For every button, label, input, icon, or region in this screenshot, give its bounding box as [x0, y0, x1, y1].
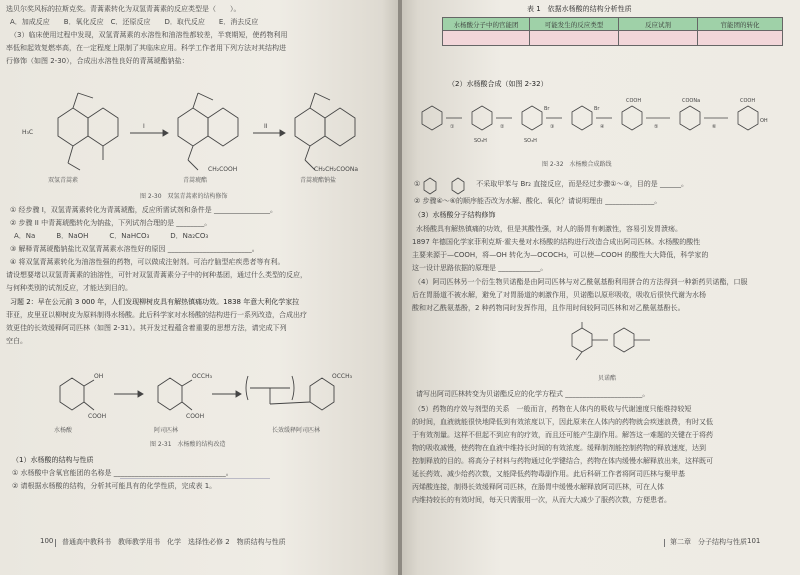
text-line: 水杨酸具有解热镇痛的功效，但是其酸性强，对人的肠胃有刺激性，容易引发胃溃疡。: [416, 225, 682, 233]
molecule-aspirin: [158, 378, 192, 410]
arrow-label: II: [264, 123, 268, 130]
footer-divider: [55, 539, 56, 547]
molecule-salicylic-acid: [60, 378, 94, 410]
table-cell: [619, 31, 698, 46]
figure-2-31: [40, 356, 360, 436]
molecule-artesunate: [178, 93, 238, 170]
step-label: ②: [500, 124, 505, 130]
text-line: 物的吸收减慢，使药物在血液中维持长时间的有效浓度。缓释制剂能控制药物的释放速度，达到: [412, 444, 706, 452]
right-page: [402, 0, 800, 575]
coona-label: COONa: [682, 98, 701, 104]
text-line: 内维持较长的有效时间，每天只需服用一次，从而大大减少了服药次数，方便患者。: [412, 496, 671, 504]
text-line: （4）阿司匹林另一个衍生物贝诺酯是由阿司匹林与对乙酰氨基酚利用拼合的方法得到一种新药贝诺酯，口服: [414, 278, 748, 286]
text-line: 后在胃肠道不被水解，避免了对胃肠道的刺激作用，贝诺酯以原形吸收，吸收后很快代谢为水杨: [412, 291, 706, 299]
footer-divider: [664, 539, 665, 547]
oh-label: OH: [94, 373, 104, 380]
text-line: 丙烯酸连接，制得长效缓释阿司匹林，在肠胃中缓慢水解释放阿司匹林，可在人体: [412, 483, 664, 491]
occh3-label: OCCH₃: [332, 373, 353, 380]
molecule-label: 青蒿琥酯钠盐: [300, 177, 337, 184]
substituent-label: CH₂CH₂COONa: [314, 166, 359, 173]
text-line: 菲亚，皮里亚以柳树皮为原料制得水杨酸。此后科学家对水杨酸的结构进行一系列改造，合成出疗: [6, 311, 307, 319]
exercise-heading: 习题 2：早在公元前 3 000 年，人们发现柳树皮具有解热镇痛功效。1838 年意大利化学家拉: [10, 298, 300, 306]
route-molecules: [422, 106, 758, 130]
table-header-cell: 可能发生的反应类型: [530, 18, 619, 31]
question-line: ① 经步骤 I，双氢青蒿素转化为青蒿琥酯，反应所需试剂和条件是 ________________。: [10, 206, 278, 214]
molecule-label: 双氢青蒿素: [48, 177, 79, 184]
text-line: 于有效剂量。这样不但起不到应有的疗效，而且还可能产生副作用。解答这一难题的关键在于将药: [412, 431, 713, 439]
text-line: 这一设计思路依据的原理是 ____________。: [412, 264, 548, 272]
question-line: ② 步骤④～⑥的顺序能否改为水解、酸化、氧化？请说明理由 ______________。: [414, 197, 662, 205]
table-cell: [698, 31, 783, 46]
molecule-artesunate-sodium: [295, 93, 355, 170]
molecule-label: 贝诺酯: [598, 375, 617, 382]
section-heading: （2）水杨酸合成（如图 2-32）: [448, 80, 548, 88]
text-line: 主要来源于—COOH，将—OH 转化为—OCOCH₃，可以使—COOH 的酸性大大降低，科学家的: [412, 251, 709, 259]
substituent-label: CH₂COOH: [208, 166, 238, 173]
benorilate-structure: [542, 320, 682, 372]
molecule-dihydroartemisinin: [58, 93, 118, 170]
text-line: 与何种类别的试剂反应，才能达到目的。: [6, 284, 132, 292]
oh-label: OH: [760, 118, 768, 124]
text-line: （3）临床使用过程中发现，双氢青蒿素的水溶性和油溶性都较差，半衰期短，使药物利用: [10, 31, 288, 39]
table-header-cell: 水杨酸分子中的官能团: [443, 18, 530, 31]
cooh-label: COOH: [626, 98, 642, 104]
pencil-underline: [120, 478, 270, 479]
question-line: ① 水杨酸中含氧官能团的名称是 ________________________________。: [12, 469, 233, 477]
page-number: 101: [747, 537, 761, 545]
question-line: ② 步骤 II 中青蒿琥酯转化为钠盐，下列试剂合理的是 ________。: [10, 219, 212, 227]
text-line: （5）药物的疗效与剂型的关系 一般而言，药物在人体内的吸收与代谢速度只能维持较短: [414, 405, 692, 413]
section-heading: （3）水杨酸分子结构修饰: [414, 211, 496, 219]
br-label: Br: [594, 106, 600, 112]
page-number: 100: [40, 537, 54, 545]
br-label: Br: [544, 106, 550, 112]
text-line: 效更佳的长效缓释阿司匹林（如图 2-31）。其开发过程蕴含着重要的思想方法，请完成下列: [6, 324, 287, 332]
running-footer: 第二章 分子结构与性质: [670, 538, 747, 546]
figure-2-30: [18, 78, 378, 188]
table-row: [443, 31, 783, 46]
molecule-label: 水杨酸: [54, 427, 73, 434]
text-line: 率低和起效复燃率高，在一定程度上限制了其临床应用。科学工作者用下列方法对其结构进: [6, 44, 286, 52]
cooh-label: COOH: [88, 413, 107, 420]
step-label: ③: [550, 124, 555, 130]
table-cell: [530, 31, 619, 46]
choice-line: A．加成反应 B．氧化反应 C．还原反应 D．取代反应 E．消去反应: [10, 18, 259, 26]
question-line: 请写出阿司匹林转变为贝诺酯反应的化学方程式 ______________________。: [416, 390, 650, 398]
figure-caption: 图 2-32 水杨酸合成路线: [542, 161, 612, 168]
text-line: 控制释放的目的。将高分子材料与药物通过化学键结合，药物在体内缓慢水解释放出来，这样既可: [412, 457, 713, 465]
text-line: 请设想要堵以双氢青蒿素的油溶性，可针对双氢青蒿素分子中的何种基团，通过什么类型的反应，: [6, 271, 307, 279]
choice-line: A．Na B．NaOH C．NaHCO₃ D．Na₂CO₃: [14, 232, 209, 240]
table-header-cell: 反应试剂: [619, 18, 698, 31]
so3h-label: SO₃H: [474, 138, 487, 144]
text-line: 选贝尔奖风标的拉斯克奖。青蒿素转化为双氢青蒿素的反应类型是（ ）。: [6, 5, 241, 13]
property-table: [442, 17, 783, 46]
reaction-arrow: [253, 130, 285, 136]
table-cell: [443, 31, 530, 46]
cooh-label: COOH: [186, 413, 205, 420]
arrow-label: I: [143, 123, 145, 130]
text-line: 延长药效、减少给药次数，又能降低药物毒副作用。此后科研工作者将阿司匹林与聚甲基: [412, 470, 685, 478]
text-line: 的时间，血液就能很快地降低到有效浓度以下，因此原来在人体内的药物就会疾速浪费，有时又低: [412, 418, 713, 426]
h3c-label: H₃C: [22, 129, 34, 136]
left-page: [0, 0, 398, 575]
table-header-cell: 官能团的转化: [698, 18, 783, 31]
section-heading: （1）水杨酸的结构与性质: [12, 456, 94, 464]
question-line: ② 请根据水杨酸的结构，分析其可能具有的化学性质，完成表 1。: [12, 482, 217, 490]
so3h-label: SO₃H: [524, 138, 537, 144]
step-label: ④: [600, 124, 605, 130]
text-line: 酸和对乙酰氨基酚，2 种药物同时发挥作用，且作用时间较阿司匹林和对乙酰氨基酚长。: [412, 304, 685, 312]
figure-2-32-route: [414, 92, 794, 152]
step-label: ⑤: [654, 124, 659, 130]
molecule-label: 长效缓释阿司匹林: [272, 427, 321, 434]
step-label: ①: [450, 124, 455, 130]
text-line: 行修饰（如图 2-30），合成出水溶性良好的青蒿琥酯钠盐：: [6, 57, 189, 65]
occh3-label: OCCH₃: [192, 373, 213, 380]
question-line: ③ 解释青蒿琥酯钠盐比双氢青蒿素水溶性好的原因 ________________________。: [10, 245, 259, 253]
text-line: 1897 年德国化学家菲利克斯·霍夫曼对水杨酸的结构进行改造合成出阿司匹林。水杨酸的酸性: [412, 238, 701, 246]
figure-caption: 图 2-30 双氢青蒿素的结构修饰: [140, 193, 228, 200]
step-label: ⑥: [712, 124, 717, 130]
question-line: ① 不采取甲苯与 Br₂ 直接反应，而是经过步骤①～③，目的是 ______。: [414, 180, 688, 188]
figure-caption: 图 2-31 水杨酸的结构改造: [150, 441, 226, 448]
cooh-label: COOH: [740, 98, 756, 104]
molecule-polymer-aspirin: [246, 376, 334, 410]
question-line: ④ 将双氢青蒿素转化为油溶性强的药物，可以做成注射剂。可治疗脑型疟疾患者等有利。: [10, 258, 285, 266]
table-header-row: [443, 18, 783, 31]
text-line: 空白。: [6, 337, 27, 345]
molecule-label: 青蒿琥酯: [183, 177, 208, 184]
reaction-arrow: [130, 130, 168, 136]
running-footer: 普通高中教科书 教师教学用书 化学 选择性必修 2 物质结构与性质: [62, 538, 286, 546]
table-title: 表 1 依据水杨酸的结构分析性质: [527, 5, 632, 13]
molecule-label: 阿司匹林: [154, 427, 179, 434]
